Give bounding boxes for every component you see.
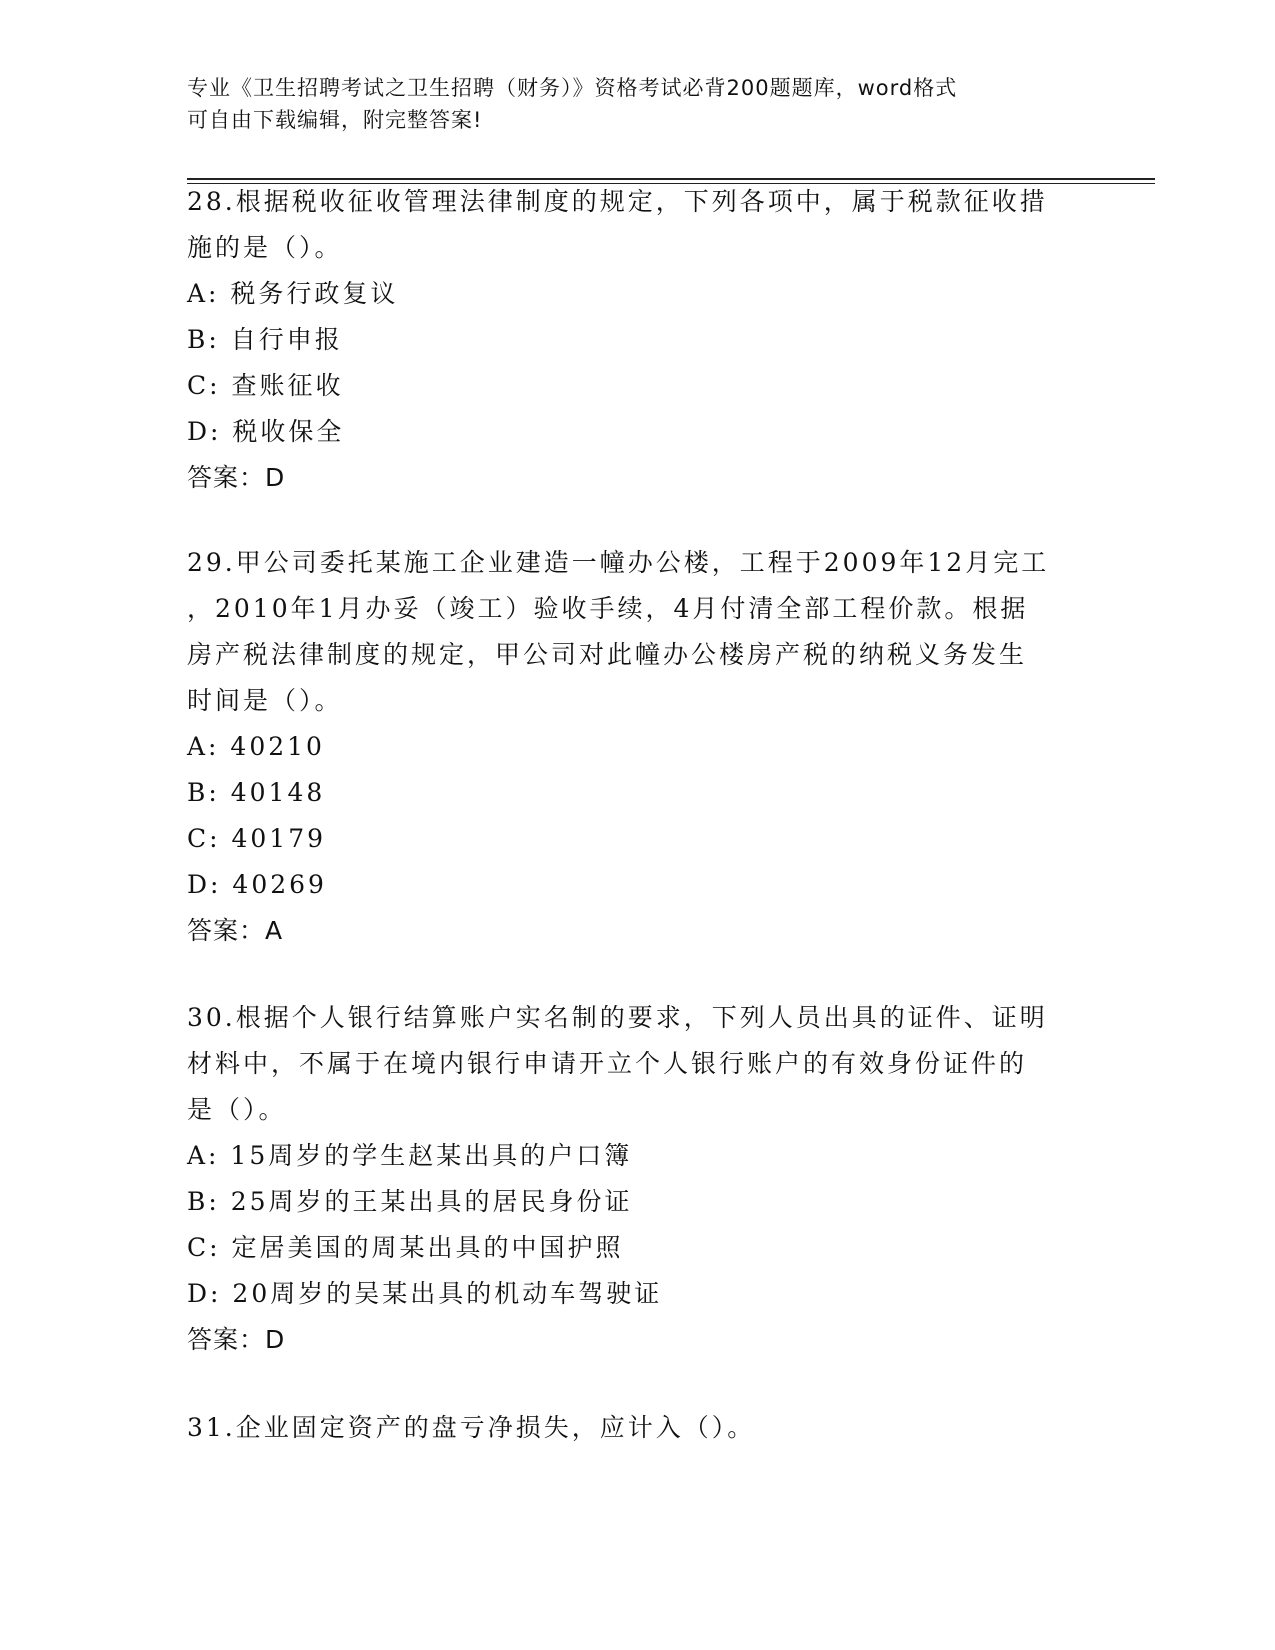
question-stem-line: 31.企业固定资产的盘亏净损失，应计入（）。	[187, 1413, 756, 1442]
answer-line: 答案：A	[187, 916, 284, 945]
option-b: B: 25周岁的王某出具的居民身份证	[187, 1187, 633, 1216]
question-31	[187, 1405, 1077, 1451]
option-a: A: 40210	[187, 732, 325, 761]
header-line-1: 专业《卫生招聘考试之卫生招聘（财务）》资格考试必背200题题库，word格式	[187, 76, 958, 100]
question-stem-line: 28.根据税收征收管理法律制度的规定，下列各项中，属于税款征收措	[187, 187, 1048, 216]
question-stem-line: 材料中，不属于在境内银行申请开立个人银行账户的有效身份证件的	[187, 1049, 1028, 1078]
document-header	[187, 72, 1087, 136]
answer-line: 答案：D	[187, 1325, 286, 1354]
question-stem-line: 时间是（）。	[187, 686, 343, 715]
header-line-2: 可自由下载编辑，附完整答案!	[187, 108, 483, 132]
option-b: B: 自行申报	[187, 325, 343, 354]
option-b: B: 40148	[187, 778, 326, 807]
option-c: C: 查账征收	[187, 371, 344, 400]
question-stem-line: 房产税法律制度的规定，甲公司对此幢办公楼房产税的纳税义务发生	[187, 640, 1028, 669]
question-stem-line: 施的是（）。	[187, 233, 343, 262]
answer-line: 答案：D	[187, 463, 286, 492]
question-30	[187, 995, 1077, 1363]
question-28	[187, 179, 1077, 501]
option-d: D: 20周岁的吴某出具的机动车驾驶证	[187, 1279, 663, 1308]
option-d: D: 税收保全	[187, 417, 345, 446]
question-stem-line: ，2010年1月办妥（竣工）验收手续，4月付清全部工程价款。根据	[187, 594, 1029, 623]
option-c: C: 40179	[187, 824, 327, 853]
option-d: D: 40269	[187, 870, 327, 899]
question-stem-line: 29.甲公司委托某施工企业建造一幢办公楼，工程于2009年12月完工	[187, 548, 1050, 577]
question-stem-line: 是（）。	[187, 1095, 287, 1124]
option-c: C: 定居美国的周某出具的中国护照	[187, 1233, 624, 1262]
question-29	[187, 540, 1077, 954]
question-stem-line: 30.根据个人银行结算账户实名制的要求，下列人员出具的证件、证明	[187, 1003, 1048, 1032]
option-a: A: 15周岁的学生赵某出具的户口簿	[187, 1141, 633, 1170]
option-a: A: 税务行政复议	[187, 279, 399, 308]
